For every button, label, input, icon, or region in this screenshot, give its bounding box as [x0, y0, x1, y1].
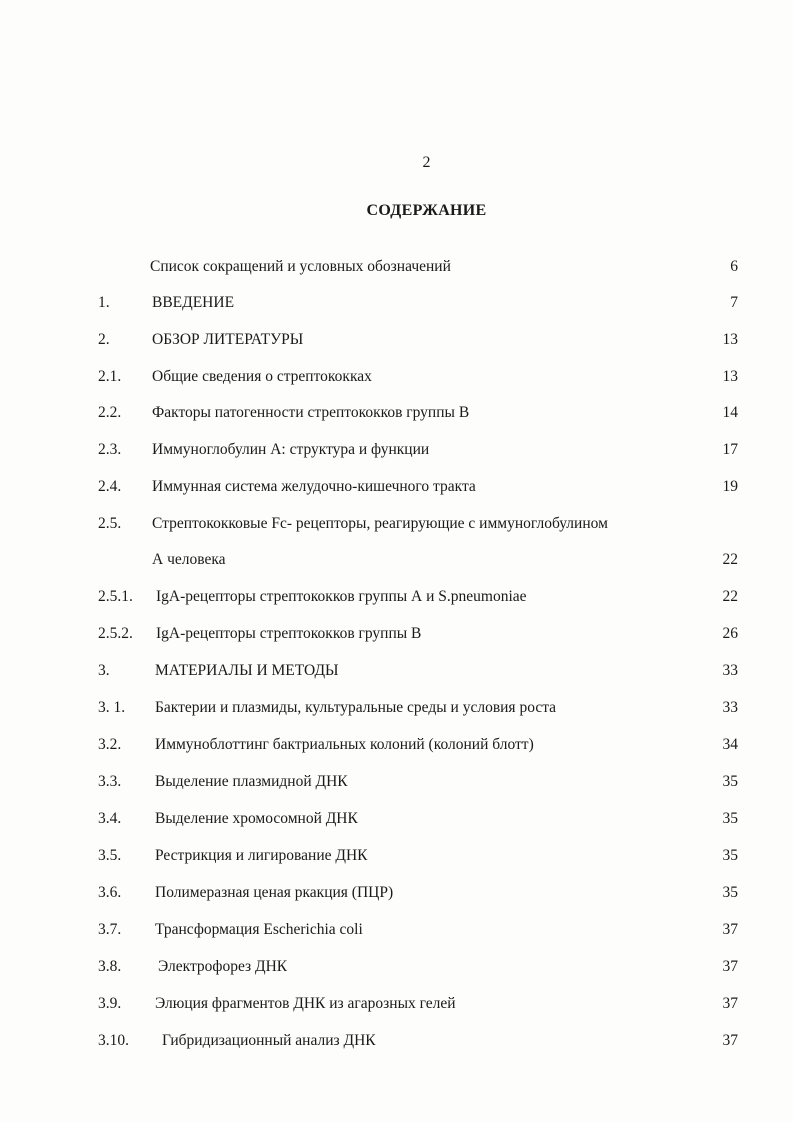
- toc-number: 2.: [98, 331, 110, 348]
- toc-row: [0, 697, 793, 719]
- toc-row: [0, 476, 793, 498]
- toc-title: Бактерии и плазмиды, культуральные среды и условия роста: [155, 699, 557, 716]
- toc-title: А человека: [152, 551, 226, 568]
- toc-number: 1.: [98, 294, 110, 311]
- toc-page: 33: [722, 699, 738, 716]
- toc-page: 35: [722, 884, 738, 901]
- toc-row: [0, 439, 793, 461]
- toc-row: [0, 993, 793, 1015]
- toc-page: 33: [722, 662, 738, 679]
- toc-number: 3.8.: [98, 958, 122, 975]
- toc-row: [0, 402, 793, 424]
- toc-row: [0, 882, 793, 904]
- toc-page: 37: [722, 1032, 738, 1049]
- toc-number: 2.1.: [98, 368, 122, 385]
- page-title: СОДЕРЖАНИЕ: [366, 202, 487, 219]
- toc-page: 19: [722, 478, 738, 495]
- toc-page: 22: [722, 588, 738, 605]
- toc-number: 3.9.: [98, 995, 122, 1012]
- toc-row: [0, 1030, 793, 1052]
- toc-number: 2.5.: [98, 515, 122, 532]
- toc-number: 2.3.: [98, 441, 122, 458]
- toc-page: 13: [722, 331, 738, 348]
- toc-page: 35: [722, 773, 738, 790]
- toc-page: 37: [722, 921, 738, 938]
- toc-page: 37: [722, 995, 738, 1012]
- toc-title: Рестрикция и лигирование ДНК: [155, 847, 368, 864]
- toc-row: [0, 660, 793, 682]
- toc-row: [0, 366, 793, 388]
- toc-row: [0, 845, 793, 867]
- toc-title: Иммуноблоттинг бактриальных колоний (колоний блотт): [155, 736, 534, 753]
- toc-number: 3.5.: [98, 847, 122, 864]
- toc-title: Электрофорез ДНК: [158, 958, 288, 975]
- toc-number: 3.2.: [98, 736, 122, 753]
- toc-page: 37: [722, 958, 738, 975]
- toc-row: [0, 808, 793, 830]
- toc-number: 2.5.2.: [98, 625, 133, 642]
- toc-title: Факторы патогенности стрептококков группы В: [152, 404, 470, 421]
- toc-page: 6: [730, 258, 738, 275]
- toc-number: 3.10.: [98, 1032, 129, 1049]
- toc-row: [0, 734, 793, 756]
- toc-title: Список сокращений и условных обозначений: [150, 258, 451, 275]
- toc-page: 34: [722, 736, 738, 753]
- toc-number: 2.2.: [98, 404, 122, 421]
- toc-row: [0, 549, 793, 571]
- toc-title: Иммунная система желудочно-кишечного тракта: [152, 478, 476, 495]
- page-number: 2: [422, 154, 431, 171]
- toc-row: [0, 919, 793, 941]
- toc-row: [0, 292, 793, 314]
- toc-title: IgA-рецепторы стрептококков группы А и S.pneumoniae: [156, 588, 527, 605]
- toc-page: 17: [722, 441, 738, 458]
- toc-number: 3. 1.: [98, 699, 126, 716]
- toc-page: 35: [722, 847, 738, 864]
- toc-page: 13: [722, 368, 738, 385]
- toc-title: Выделение хромосомной ДНК: [155, 810, 358, 827]
- toc-title: ОБЗОР ЛИТЕРАТУРЫ: [152, 331, 304, 348]
- toc-title: ВВЕДЕНИЕ: [152, 294, 235, 311]
- toc-number: 3.3.: [98, 773, 122, 790]
- toc-page: 7: [730, 294, 738, 311]
- toc-number: 3.7.: [98, 921, 122, 938]
- toc-page: 35: [722, 810, 738, 827]
- toc-row: [0, 623, 793, 645]
- toc-title: Элюция фрагментов ДНК из агарозных гелей: [155, 995, 456, 1012]
- toc-number: 2.5.1.: [98, 588, 133, 605]
- toc-row: [0, 329, 793, 351]
- toc-title: IgA-рецепторы стрептококков группы В: [156, 625, 422, 642]
- toc-row: [0, 956, 793, 978]
- toc-title: Иммуноглобулин А: структура и функции: [152, 441, 430, 458]
- toc-page: 22: [722, 551, 738, 568]
- toc-row: [0, 586, 793, 608]
- toc-title: Трансформация Escherichia coli: [155, 921, 363, 938]
- toc-title: Общие сведения о стрептококках: [152, 368, 372, 385]
- toc-page: 26: [722, 625, 738, 642]
- toc-number: 3.6.: [98, 884, 122, 901]
- toc-page: 14: [722, 404, 738, 421]
- toc-title: Гибридизационный анализ ДНК: [162, 1032, 376, 1049]
- toc-row: [0, 771, 793, 793]
- toc-title: Выделение плазмидной ДНК: [155, 773, 348, 790]
- toc-title: Полимеразная ценая ркакция (ПЦР): [155, 884, 394, 901]
- toc-row: [0, 256, 793, 278]
- toc-number: 3.4.: [98, 810, 122, 827]
- toc-title: Стрептококковые Fc- рецепторы, реагирующие с иммуноглобулином: [152, 515, 608, 532]
- toc-number: 3.: [98, 662, 110, 679]
- toc-number: 2.4.: [98, 478, 122, 495]
- toc-row: [0, 513, 793, 535]
- toc-title: МАТЕРИАЛЫ И МЕТОДЫ: [155, 662, 339, 679]
